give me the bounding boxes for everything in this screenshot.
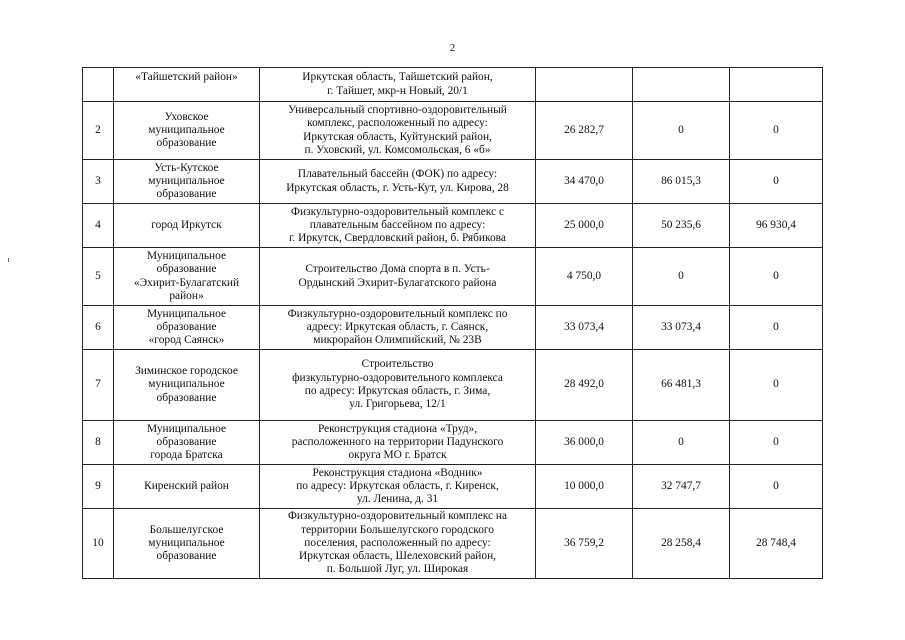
cell-text-line (117, 85, 256, 98)
cell-text-line: поселения, расположенный по адресу: (304, 536, 491, 549)
cell-text-line: г. Иркутск, Свердловский район, б. Рябикова (289, 232, 506, 245)
objects-table (82, 67, 823, 579)
cell-text-line: район» (169, 289, 204, 302)
cell-text-line: Ордынский Эхирит-Булагатского района (298, 276, 497, 289)
cell-text-line: Иркутская область, Куйтунский район, (303, 130, 492, 143)
amount-1-cell: 26 282,7 (536, 102, 633, 160)
amount-3-cell: 0 (730, 160, 823, 204)
table-row (83, 306, 823, 350)
amount-3-cell: 0 (730, 248, 823, 306)
municipality-cell (114, 465, 260, 509)
amount-2-cell: 0 (633, 102, 730, 160)
table-row (83, 350, 823, 421)
cell-text-line: образование (156, 391, 217, 404)
cell-text-line: округа МО г. Братск (348, 449, 447, 462)
cell-text-line: «город Саянск» (148, 334, 225, 347)
table-row (83, 465, 823, 509)
cell-text-line: Плавательный бассейн (ФОК) по адресу: (297, 168, 498, 181)
amount-2-cell: 0 (633, 421, 730, 465)
scan-margin-mark (8, 258, 9, 262)
amount-1-cell: 28 492,0 (536, 350, 633, 421)
cell-text-line: Муниципальное (146, 422, 227, 435)
amount-2-cell: 33 073,4 (633, 306, 730, 350)
amount-1-cell: 36 000,0 (536, 421, 633, 465)
page-number: 2 (449, 42, 456, 54)
object-cell (260, 306, 536, 350)
cell-text-line: комплекс, расположенный по адресу: (307, 117, 488, 130)
table-row (83, 509, 823, 579)
row-number-cell: 8 (83, 421, 114, 465)
table-row (83, 421, 823, 465)
cell-text-line: ул. Григорьева, 12/1 (349, 398, 446, 411)
cell-text-line: образование (156, 435, 217, 448)
cell-text-line: расположенного на территории Падунского (291, 435, 504, 448)
amount-1-cell (536, 68, 633, 102)
cell-text-line: Физкультурно-оздоровительный комплекс на (287, 510, 508, 523)
amount-3-cell: 0 (730, 102, 823, 160)
cell-text-line: территории Большелугского городского (301, 523, 494, 536)
cell-text-line: Усть-Кутское (154, 161, 219, 174)
object-cell (260, 160, 536, 204)
row-number-cell (83, 68, 114, 102)
object-cell (260, 68, 536, 102)
municipality-cell (114, 160, 260, 204)
amount-2-cell: 32 747,7 (633, 465, 730, 509)
object-cell (260, 102, 536, 160)
object-cell (260, 350, 536, 421)
cell-text-line: п. Уховский, ул. Комсомольская, 6 «б» (304, 143, 491, 156)
amount-3-cell: 96 930,4 (730, 204, 823, 248)
cell-text-line: муниципальное (148, 536, 225, 549)
table-row (83, 160, 823, 204)
amount-1-cell: 4 750,0 (536, 248, 633, 306)
cell-text-line: Иркутская область, Тайшетский район, (302, 71, 493, 84)
cell-text-line: Иркутская область, Шелеховский район, (298, 550, 497, 563)
cell-text-line: микрорайон Олимпийский, № 23В (313, 334, 482, 347)
table-row (83, 68, 823, 102)
cell-text-line: муниципальное (148, 378, 225, 391)
cell-text-line: Большелугское (149, 523, 224, 536)
cell-text-line: Физкультурно-оздоровительный комплекс по (287, 307, 508, 320)
municipality-cell (114, 68, 260, 102)
cell-text-line: Муниципальное (146, 307, 227, 320)
cell-text-line: Зиминское городское (135, 365, 238, 378)
cell-text-line: муниципальное (148, 174, 225, 187)
row-number-cell: 6 (83, 306, 114, 350)
cell-text-line: по адресу: Иркутская область, г. Зима, (304, 385, 491, 397)
cell-text-line: Иркутская область, г. Усть-Кут, ул. Кирова, 28 (286, 181, 509, 194)
cell-text-line: Строительство (361, 358, 434, 371)
amount-3-cell: 0 (730, 350, 823, 421)
cell-text-line: образование (156, 188, 217, 201)
row-number-cell: 7 (83, 350, 114, 421)
object-cell (260, 204, 536, 248)
cell-text-line: г. Тайшет, мкр-н Новый, 20/1 (327, 84, 468, 97)
cell-text-line: плавательным бассейном по адресу: (309, 218, 486, 231)
object-cell (260, 465, 536, 509)
amount-2-cell: 28 258,4 (633, 509, 730, 579)
amount-2-cell (633, 68, 730, 102)
table-row (83, 248, 823, 306)
table-row (83, 204, 823, 248)
amount-3-cell: 0 (730, 306, 823, 350)
municipality-cell (114, 248, 260, 306)
amount-1-cell: 10 000,0 (536, 465, 633, 509)
municipality-cell (114, 204, 260, 248)
cell-text-line: по адресу: Иркутская область, г. Киренск, (296, 479, 499, 492)
row-number-cell: 5 (83, 248, 114, 306)
municipality-cell (114, 102, 260, 160)
municipality-cell (114, 421, 260, 465)
cell-text-line: образование (156, 320, 217, 333)
amount-2-cell: 0 (633, 248, 730, 306)
cell-text-line: образование (156, 263, 217, 276)
cell-text-line: физкультурно-оздоровительного комплекса (292, 371, 503, 384)
cell-text-line: образование (156, 550, 217, 563)
cell-text-line: Строительство Дома спорта в п. Усть- (305, 263, 490, 276)
cell-text-line: город Иркутск (151, 218, 222, 231)
cell-text-line: Универсальный спортивно-оздоровительный (288, 103, 507, 116)
row-number-cell: 2 (83, 102, 114, 160)
cell-text-line: п. Большой Луг, ул. Широкая (326, 563, 469, 576)
amount-3-cell: 0 (730, 421, 823, 465)
object-cell (260, 421, 536, 465)
cell-text-line: адресу: Иркутская область, г. Саянск, (306, 320, 489, 333)
cell-text-line: «Эхирит-Булагатский (133, 276, 240, 289)
row-number-cell: 4 (83, 204, 114, 248)
row-number-cell: 9 (83, 465, 114, 509)
amount-1-cell: 25 000,0 (536, 204, 633, 248)
amount-3-cell: 0 (730, 465, 823, 509)
cell-text-line: «Тайшетский район» (135, 71, 238, 84)
amount-1-cell: 33 073,4 (536, 306, 633, 350)
cell-text-line: Киренский район (144, 479, 229, 492)
municipality-cell (114, 306, 260, 350)
cell-text-line: Реконструкция стадиона «Труд», (317, 422, 478, 435)
table-row (83, 102, 823, 160)
cell-text-line: Уховское (164, 110, 209, 123)
amount-2-cell: 66 481,3 (633, 350, 730, 421)
municipality-cell (114, 509, 260, 579)
amount-2-cell: 50 235,6 (633, 204, 730, 248)
cell-text-line: Реконструкция стадиона «Водник» (312, 466, 483, 479)
row-number-cell: 10 (83, 509, 114, 579)
amount-3-cell: 28 748,4 (730, 509, 823, 579)
amount-1-cell: 36 759,2 (536, 509, 633, 579)
cell-text-line: города Братска (150, 449, 223, 462)
municipality-cell (114, 350, 260, 421)
cell-text-line: муниципальное (148, 123, 225, 136)
objects-table-body (83, 68, 823, 579)
cell-text-line: образование (156, 137, 217, 150)
row-number-cell: 3 (83, 160, 114, 204)
amount-1-cell: 34 470,0 (536, 160, 633, 204)
object-cell (260, 248, 536, 306)
amount-3-cell (730, 68, 823, 102)
cell-text-line: Муниципальное (146, 249, 227, 262)
cell-text-line: Физкультурно-оздоровительный комплекс с (290, 205, 505, 218)
cell-text-line: ул. Ленина, д. 31 (356, 493, 439, 506)
object-cell (260, 509, 536, 579)
amount-2-cell: 86 015,3 (633, 160, 730, 204)
